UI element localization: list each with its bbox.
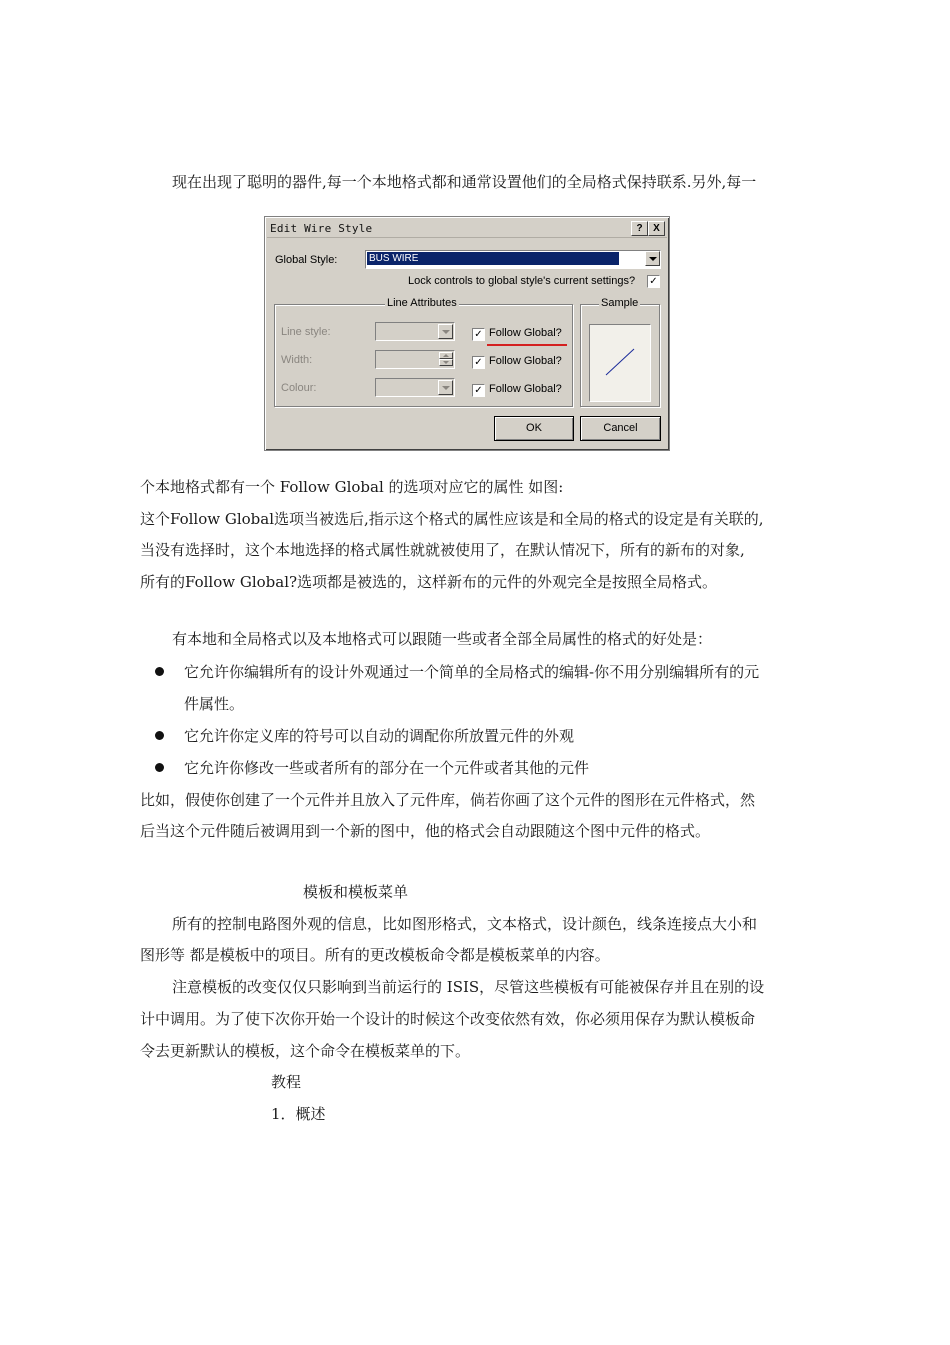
spinner-icon[interactable] [439,352,453,367]
colour-label: Colour: [281,382,317,394]
width-label: Width: [281,354,313,366]
chevron-down-icon[interactable] [438,324,453,339]
tutorial-heading: 教程 [271,1073,302,1091]
paragraph-line: 个本地格式都有一个 Follow Global 的选项对应它的属性 如图: [140,478,564,496]
edit-wire-style-dialog [264,216,670,451]
sample-title: Sample [601,297,639,309]
chevron-down-icon[interactable] [438,380,453,395]
lock-controls-label: Lock controls to global style's current settings? [408,275,636,287]
chevron-down-icon[interactable] [645,251,660,266]
ok-button[interactable]: OK [494,416,574,441]
line-style-select[interactable] [375,322,455,341]
template-line: 令去更新默认的模板，这个命令在模板菜单的下。 [140,1042,471,1060]
global-style-label: Global Style: [275,254,338,266]
red-underline-annotation [487,344,567,346]
colour-follow-checkbox[interactable]: ✓ [472,384,485,397]
colour-follow-label: Follow Global? [489,383,562,395]
template-line: 注意模板的改变仅仅只影响到当前运行的 ISIS，尽管这些模板有可能被保存并且在别的设 [172,978,765,996]
template-line: 所有的控制电路图外观的信息，比如图形格式，文本格式，设计颜色，线条连接点大小和 [172,915,758,933]
example-line: 后当这个元件随后被调用到一个新的图中，他的格式会自动跟随这个图中元件的格式。 [140,822,711,840]
global-style-select[interactable] [365,250,661,269]
paragraph-line: 所有的Follow Global?选项都是被选的，这样新布的元件的外观完全是按照全局格式。 [140,573,718,591]
line-style-follow-checkbox[interactable]: ✓ [472,328,485,341]
line-style-label: Line style: [281,326,331,338]
close-button[interactable]: X [648,221,665,236]
tutorial-item: 1．概述 [271,1105,326,1123]
bullet-item: 它允许你编辑所有的设计外观通过一个简单的全局格式的编辑-你不用分别编辑所有的元 [184,663,760,681]
bullet-icon [155,731,164,740]
sample-line-icon [590,325,650,401]
paragraph-line: 这个Follow Global选项当被选后,指示这个格式的属性应该是和全局的格式的设定是有关联的, [140,510,764,528]
colour-select[interactable] [375,378,455,397]
intro-line: 现在出现了聪明的器件,每一个本地格式都和通常设置他们的全局格式保持联系.另外,每一 [172,173,757,191]
lock-controls-checkbox[interactable]: ✓ [647,275,660,288]
width-stepper[interactable] [375,350,455,369]
line-style-follow-label: Follow Global? [489,327,562,339]
width-follow-checkbox[interactable]: ✓ [472,356,485,369]
dialog-title: Edit Wire Style [270,222,373,235]
bullet-item-continued: 件属性。 [184,695,245,713]
example-line: 比如，假使你创建了一个元件并且放入了元件库，倘若你画了这个元件的图形在元件格式，然 [140,791,756,809]
advantages-intro: 有本地和全局格式以及本地格式可以跟随一些或者全部全局属性的格式的好处是： [172,630,713,648]
section-title: 模板和模板菜单 [303,883,409,901]
template-line: 计中调用。为了使下次你开始一个设计的时候这个改变依然有效，你必须用保存为默认模板命 [140,1010,756,1028]
bullet-item: 它允许你定义库的符号可以自动的调配你所放置元件的外观 [184,727,575,745]
help-button[interactable]: ? [631,221,648,236]
cancel-button[interactable]: Cancel [580,416,661,441]
template-line: 图形等 都是模板中的项目。所有的更改模板命令都是模板菜单的内容。 [140,946,610,964]
bullet-item: 它允许你修改一些或者所有的部分在一个元件或者其他的元件 [184,759,590,777]
global-style-value: BUS WIRE [367,252,619,265]
bullet-icon [155,667,164,676]
width-follow-label: Follow Global? [489,355,562,367]
dialog-titlebar [267,219,667,238]
line-attributes-title: Line Attributes [387,297,457,309]
sample-preview [589,324,651,402]
bullet-icon [155,763,164,772]
paragraph-line: 当没有选择时，这个本地选择的格式属性就就被使用了，在默认情况下，所有的新布的对象, [140,541,745,559]
